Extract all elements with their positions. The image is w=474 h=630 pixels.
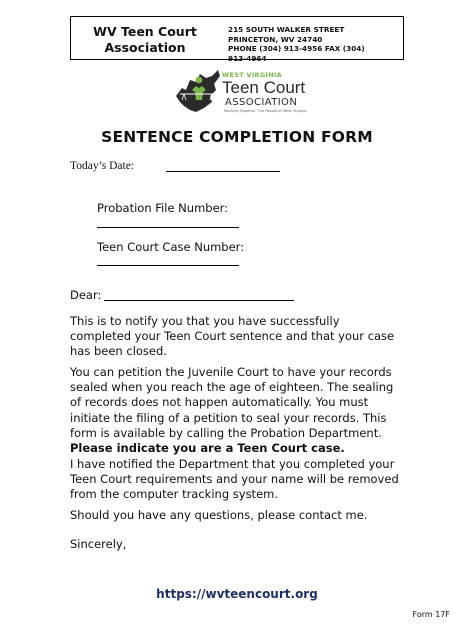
teen-court-case-number-label: Teen Court Case Number: (97, 240, 245, 254)
sealing-emphasis: Please indicate you are a Teen Court case. (70, 441, 345, 456)
org-name (71, 24, 219, 56)
header-box (70, 16, 404, 63)
body-paragraph-contact: Should you have any questions, please contact me. (70, 508, 368, 522)
body-paragraph-notification: I have notified the Department that you completed your Teen Court requirements and your name will be removed from the computer tracking system. (70, 457, 399, 502)
address-line1: 215 SOUTH WALKER STREET (228, 25, 345, 34)
probation-file-number-label: Probation File Number: (97, 201, 229, 215)
date-field[interactable] (166, 171, 280, 172)
address-line4: 913-4964 (228, 53, 267, 63)
org-address (228, 25, 400, 63)
form-number: Form 17F (412, 610, 450, 619)
logo-tagline: Working Together. The People of West Virginia. (224, 109, 308, 113)
probation-file-number-field[interactable] (97, 227, 239, 228)
date-label: Today’s Date: (70, 160, 135, 172)
form-title: SENTENCE COMPLETION FORM (101, 128, 373, 146)
body-paragraph-completion: This is to notify you that you have successfully completed your Teen Court sentence and that your case has been closed. (70, 314, 395, 359)
closing-salutation: Sincerely, (70, 537, 127, 551)
teen-court-logo (170, 66, 308, 116)
logo-association-text: ASSOCIATION (225, 97, 298, 108)
website-link[interactable]: https://wvteencourt.org (156, 587, 318, 601)
logo-state-text: WEST VIRGINIA (222, 71, 282, 79)
address-line3: PHONE (304) 913-4956 FAX (304) (228, 44, 365, 54)
dear-label: Dear: (70, 288, 102, 302)
recipient-name-field[interactable] (104, 300, 294, 301)
teen-court-case-number-field[interactable] (97, 265, 239, 266)
logo-title-text: Teen Court (222, 78, 306, 97)
address-line2: PRINCETON, WV 24740 (228, 34, 323, 44)
org-name-line1: WV Teen Court (93, 24, 197, 39)
sealing-text: You can petition the Juvenile Court to have your records sealed when you reach the age of eighteen. The sealing of records does not happen automatically. You must initiate the filing of a petition to seal your records. This form is available by calling the Probation Department. (70, 365, 394, 440)
org-name-line2: Association (104, 40, 186, 55)
body-paragraph-sealing (70, 365, 400, 456)
